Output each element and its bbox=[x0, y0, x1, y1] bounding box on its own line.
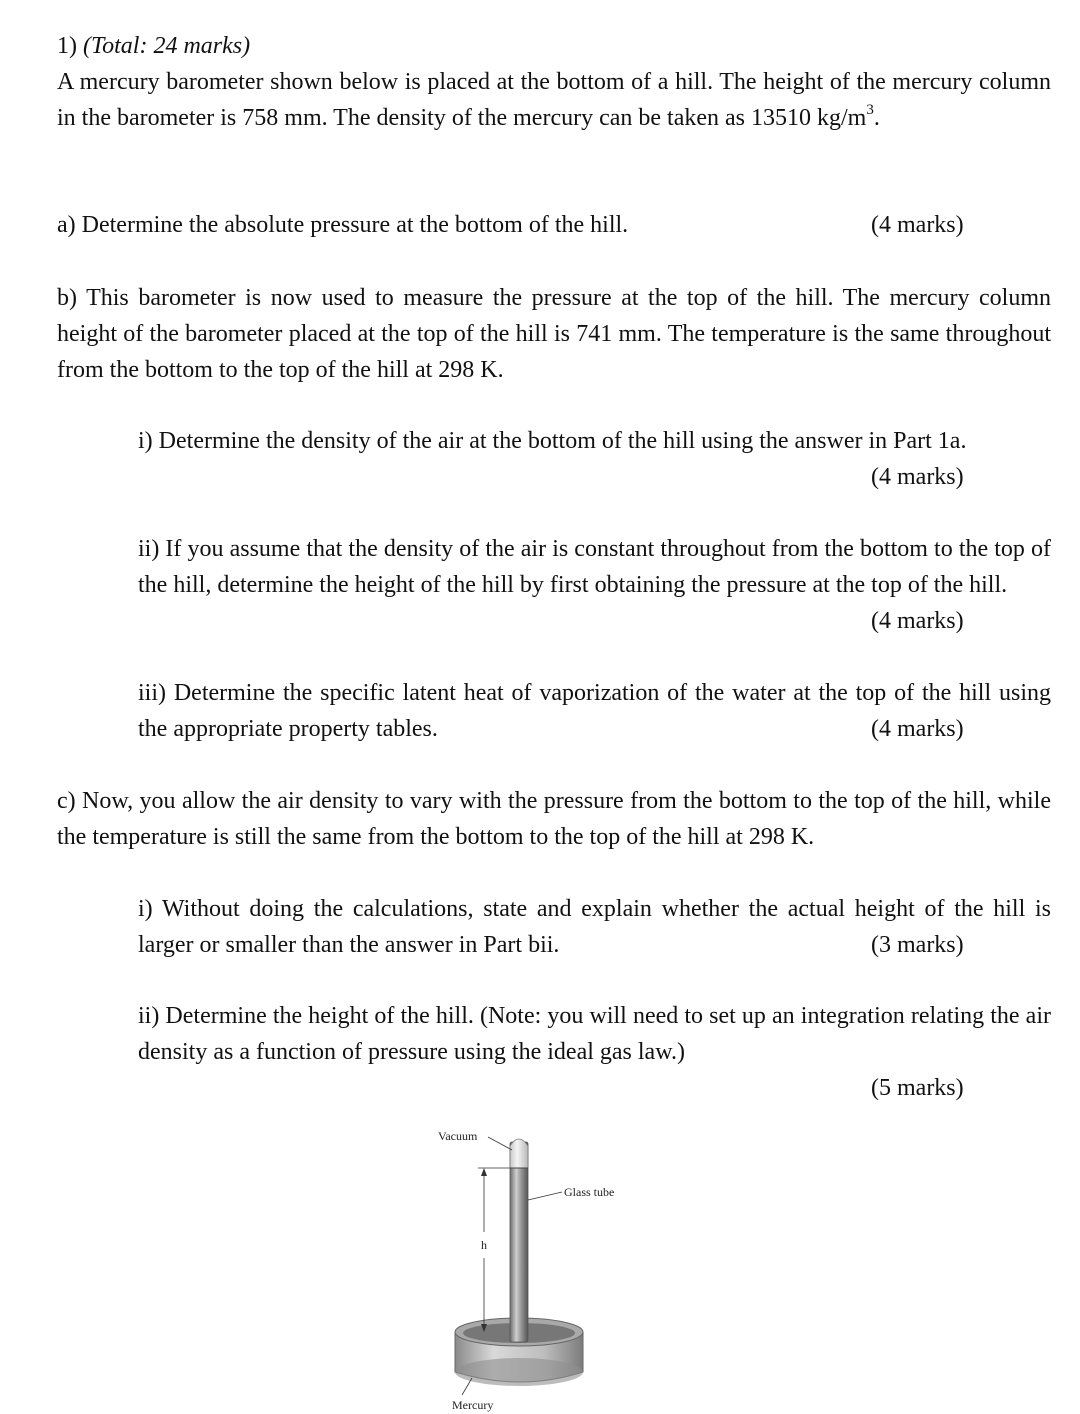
question-number: 1) bbox=[57, 33, 77, 59]
glass-tube-callout bbox=[528, 1185, 614, 1200]
part-c-ii-text: ii) Determine the height of the hill. (Note: you will need to set up an integration relating the air density as a function of pressure using the ideal gas law.) bbox=[138, 1003, 1051, 1065]
part-b-i-marks: (4 marks) bbox=[871, 464, 964, 490]
height-indicator bbox=[478, 1168, 510, 1332]
question-total: (Total: 24 marks) bbox=[83, 33, 251, 59]
part-b-ii-text: ii) If you assume that the density of the air is constant throughout from the bottom to the top of the hill, determine the height of the hill by first obtaining the pressure at the top of the hill. bbox=[138, 536, 1051, 598]
part-b-ii-marks: (4 marks) bbox=[871, 608, 964, 634]
part-a-text: a) Determine the absolute pressure at the bottom of the hill. bbox=[57, 212, 629, 238]
part-b-i-text: i) Determine the density of the air at the bottom of the hill using the answer in Part 1a. bbox=[138, 428, 967, 454]
question-heading bbox=[57, 33, 250, 60]
glass-tube bbox=[510, 1139, 528, 1342]
barometer-diagram bbox=[400, 1120, 680, 1414]
part-c-i-marks: (3 marks) bbox=[871, 932, 964, 958]
part-c-i-text: i) Without doing the calculations, state and explain whether the actual height of the hill is larger or smaller than the answer in Part bii. bbox=[138, 896, 1051, 958]
part-a-marks: (4 marks) bbox=[871, 212, 964, 238]
part-b-iii-text: iii) Determine the specific latent heat of vaporization of the water at the top of the hill using the appropriate property tables. bbox=[138, 680, 1051, 742]
unit-superscript: 3 bbox=[866, 102, 874, 118]
glass-tube-label: Glass tube bbox=[564, 1185, 615, 1199]
part-c-ii-marks: (5 marks) bbox=[871, 1075, 964, 1101]
height-label: h bbox=[481, 1238, 487, 1252]
part-b-iii-marks: (4 marks) bbox=[871, 716, 964, 742]
vacuum-label: Vacuum bbox=[438, 1129, 478, 1143]
part-c-text: c) Now, you allow the air density to vary with the pressure from the bottom to the top of the hill, while the temperature is still the same from the bottom to the top of the hill at 298 K. bbox=[57, 788, 1051, 850]
vacuum-callout bbox=[438, 1129, 512, 1150]
part-b-text: b) This barometer is now used to measure the pressure at the top of the hill. The mercury column height of the barometer placed at the top of the hill is 741 mm. The temperature is the same throughout from the bottom to the top of the hill at 298 K. bbox=[57, 285, 1051, 383]
mercury-label: Mercury bbox=[452, 1398, 494, 1412]
question-intro: A mercury barometer shown below is placed at the bottom of a hill. The height of the mercury column in the barometer is 758 mm. The density of the mercury can be taken as 13510 $kg/m^3$. bbox=[57, 69, 1051, 131]
